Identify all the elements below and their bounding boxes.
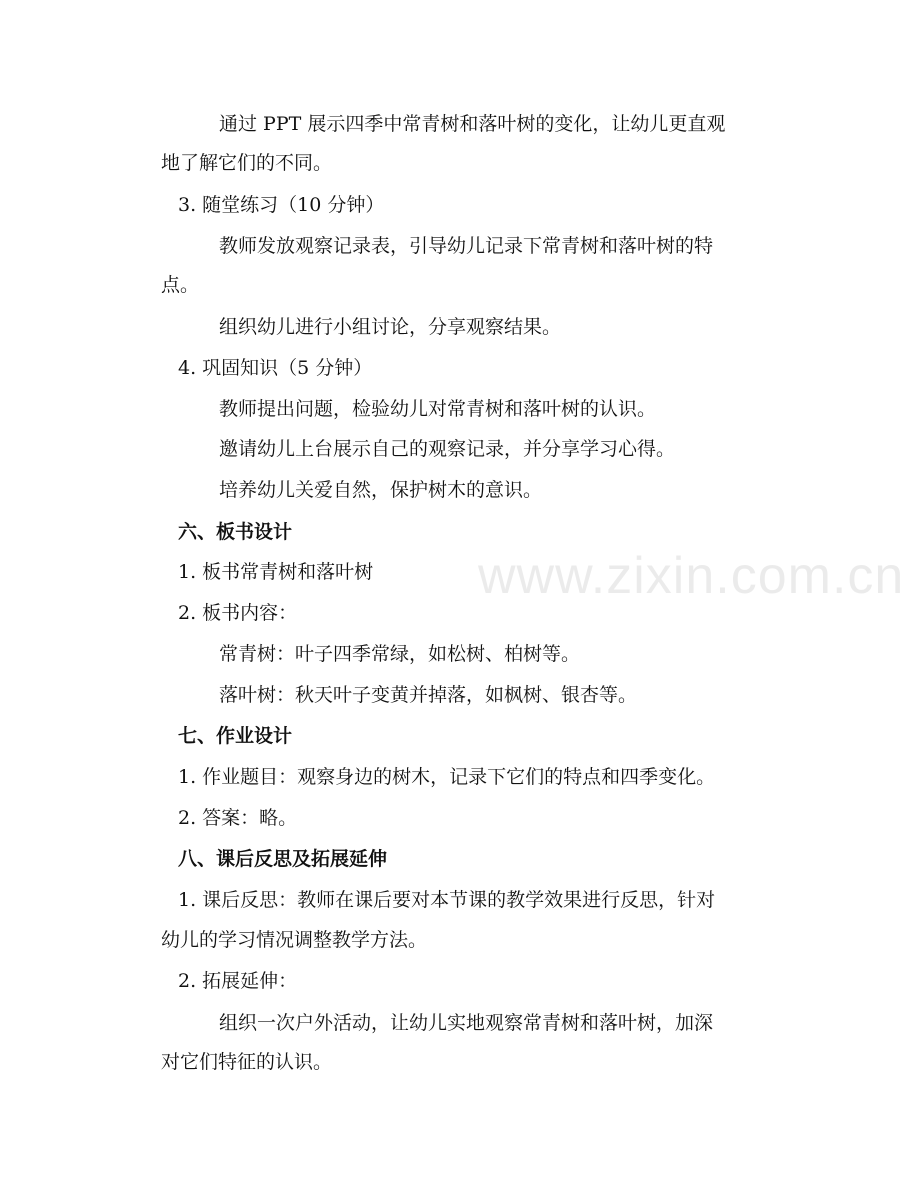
paragraph-line: 教师提出问题，检验幼儿对常青树和落叶树的认识。 [219,398,657,420]
paragraph-line: 幼儿的学习情况调整教学方法。 [161,929,428,951]
paragraph-line: 邀请幼儿上台展示自己的观察记录，并分享学习心得。 [219,438,676,460]
list-item: 1. 课后反思：教师在课后要对本节课的教学效果进行反思，针对 [178,889,716,911]
list-item: 2. 拓展延伸： [178,970,298,992]
paragraph-line: 常青树：叶子四季常绿，如松树、柏树等。 [219,643,581,665]
paragraph-line: 通过 PPT 展示四季中常青树和落叶树的变化，让幼儿更直观 [219,113,726,135]
paragraph-line: 教师发放观察记录表，引导幼儿记录下常青树和落叶树的特 [219,235,714,257]
list-item: 1. 作业题目：观察身边的树木，记录下它们的特点和四季变化。 [178,766,716,788]
paragraph-line: 对它们特征的认识。 [161,1051,333,1073]
list-item: 3. 随堂练习（10 分钟） [178,194,385,216]
list-item: 2. 板书内容： [178,602,298,624]
list-item: 2. 答案：略。 [178,807,298,829]
section-heading: 六、板书设计 [178,521,293,543]
list-item: 1. 板书常青树和落叶树 [178,561,374,583]
section-heading: 七、作业设计 [178,725,293,747]
paragraph-line: 培养幼儿关爱自然，保护树木的意识。 [219,479,543,501]
paragraph-line: 组织一次户外活动，让幼儿实地观察常青树和落叶树，加深 [219,1012,714,1034]
paragraph-line: 地了解它们的不同。 [161,152,333,174]
list-item: 4. 巩固知识（5 分钟） [178,357,373,379]
paragraph-line: 组织幼儿进行小组讨论，分享观察结果。 [219,316,562,338]
paragraph-line: 落叶树：秋天叶子变黄并掉落，如枫树、银杏等。 [219,684,638,706]
paragraph-line: 点。 [161,274,200,296]
section-heading: 八、课后反思及拓展延伸 [178,848,388,870]
watermark: www.zixin.com.cn [478,547,905,605]
